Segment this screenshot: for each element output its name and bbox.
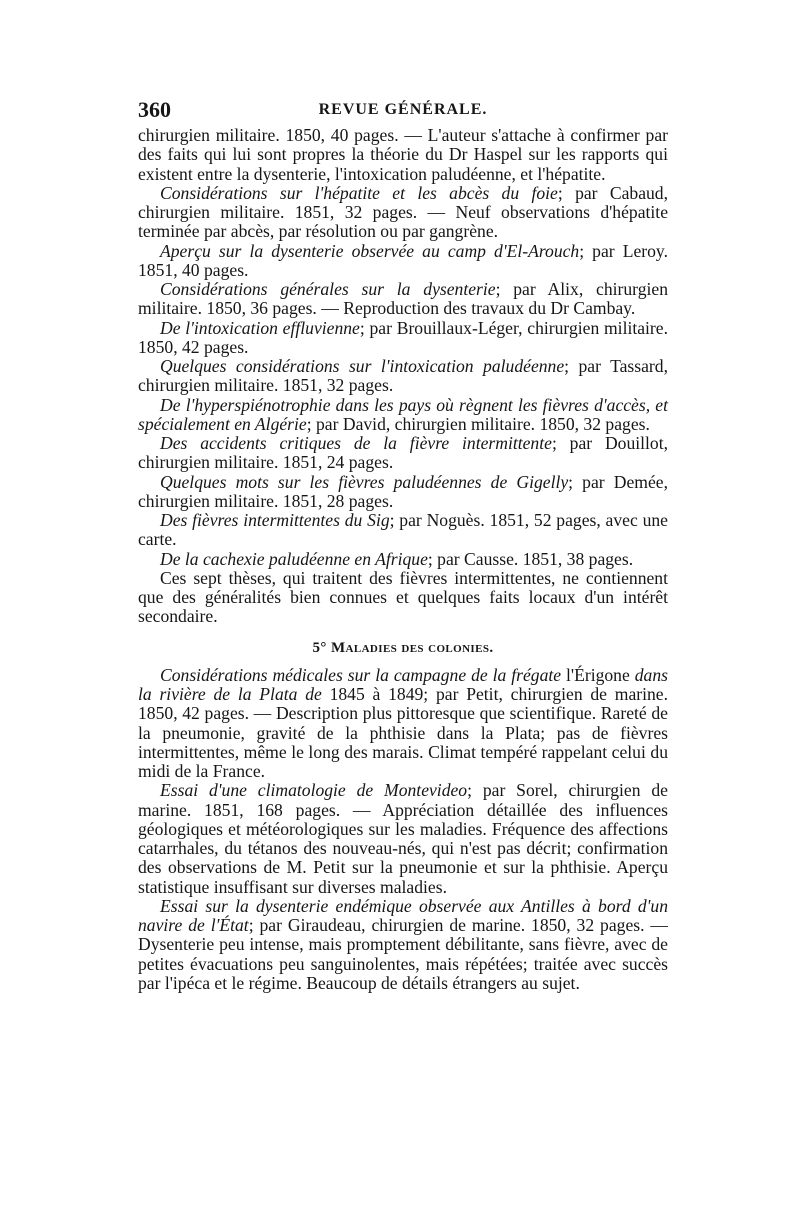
bibliography-entry: Quelques mots sur les fièvres paludéennes de Gigelly; par Demée, chirurgien militaire. 1851, 28 pages. <box>138 471 668 511</box>
bibliography-entry: Des fièvres intermittentes du Sig; par Noguès. 1851, 52 pages, avec une carte. <box>138 510 668 550</box>
work-title: De l'hyperspiénotrophie dans les pays où règnent les fièvres d'accès, et spécialement en Algérie <box>138 394 668 434</box>
bibliography-entry: Quelques considérations sur l'intoxication paludéenne; par Tassard, chirurgien militaire. 1851, 32 pages. <box>138 356 668 396</box>
work-title-continued: dans la rivière de la Plata de <box>138 664 668 704</box>
work-title: Quelques mots sur les fièvres paludéennes de Gigelly <box>160 471 569 492</box>
bibliography-entry: Essai d'une climatologie de Montevideo; par Sorel, chirurgien de marine. 1851, 168 pages. — Appréciation détaillée des influences géologiques et météorologiques sur les maladies. Fréquence des affections catarrhales, du tétanos des nouveau-nés, qui n'est pas décrit; confirmation des observations de M. Petit sur la pneumonie et sur la phthisie. Aperçu statistique insuffisant sur diverses maladies. <box>138 780 668 897</box>
work-title: Considérations sur l'hépatite et les abcès du foie <box>160 182 558 203</box>
bibliography-entry: chirurgien militaire. 1850, 40 pages. — L'auteur s'attache à confirmer par des faits qui lui sont propres la théorie du Dr Haspel sur les rapports qui existent entre la dysenterie, l'intoxication paludéenne, et l'hépatite. <box>138 125 668 184</box>
bibliography-entry: De l'intoxication effluvienne; par Brouillaux-Léger, chirurgien militaire. 1850, 42 pages. <box>138 317 668 357</box>
section-number: 5° <box>312 639 327 656</box>
section-heading <box>138 639 668 658</box>
work-title: Essai sur la dysenterie endémique observée aux Antilles à bord d'un navire de l'État <box>138 895 668 935</box>
bibliography-entry: De la cachexie paludéenne en Afrique; par Causse. 1851, 38 pages. <box>160 548 634 569</box>
work-title: Quelques considérations sur l'intoxication paludéenne <box>160 356 565 376</box>
work-title: De la cachexie paludéenne en Afrique <box>160 548 428 569</box>
page-number: 360 <box>138 97 171 122</box>
bibliography-entry: Aperçu sur la dysenterie observée au camp d'El-Arouch; par Leroy. 1851, 40 pages. <box>138 240 668 280</box>
page-header <box>138 97 668 127</box>
page-body <box>138 126 668 993</box>
bibliography-entry: Des accidents critiques de la fièvre intermittente; par Douillot, chirurgien militaire. 1851, 24 pages. <box>138 433 668 473</box>
bibliography-entry: Considérations médicales sur la campagne de la frégate l'Érigone dans la rivière de la Plata de 1845 à 1849; par Petit, chirurgien de marine. 1850, 42 pages. — Description plus pittoresque que scientifique. Rareté de la pneumonie, gravité de la phthisie dans la Plata; pas de fièvres intermittentes, même le long des marais. Climat tempéré rappelant celui du midi de la France. <box>138 664 669 781</box>
running-title: REVUE GÉNÉRALE. <box>318 101 488 118</box>
work-title: Considérations générales sur la dysenterie <box>160 279 496 299</box>
summary-paragraph: Ces sept thèses, qui traitent des fièvres intermittentes, ne contiennent que des généralités bien connues et quelques faits locaux d'un intérêt secondaire. <box>138 567 668 627</box>
section-title: Maladies des colonies. <box>330 639 494 656</box>
bibliography-entry: De l'hyperspiénotrophie dans les pays où règnent les fièvres d'accès, et spécialement en Algérie; par David, chirurgien militaire. 1850, 32 pages. <box>138 394 668 434</box>
work-title: Aperçu sur la dysenterie observée au camp d'El-Arouch <box>160 240 580 261</box>
work-title: De l'intoxication effluvienne <box>160 317 360 338</box>
work-title: Des accidents critiques de la fièvre intermittente <box>160 433 552 453</box>
work-title: Considérations médicales sur la campagne de la frégate <box>160 664 562 685</box>
work-title: Des fièvres intermittentes du Sig <box>160 510 390 530</box>
work-title: Essai d'une climatologie de Montevideo <box>160 780 468 801</box>
bibliography-entry: Considérations générales sur la dysenterie; par Alix, chirurgien militaire. 1850, 36 pages. — Reproduction des travaux du Dr Cambay. <box>138 279 668 319</box>
bibliography-entry: Essai sur la dysenterie endémique observée aux Antilles à bord d'un navire de l'État; par Giraudeau, chirurgien de marine. 1850, 32 pages. — Dysenterie peu intense, mais promptement débilitante, sans fièvre, avec de petites évacuations peu sanguinolentes, mais répétées; traitée avec succès par l'ipéca et le régime. Beaucoup de détails étrangers au sujet. <box>138 895 669 993</box>
bibliography-entry: Considérations sur l'hépatite et les abcès du foie; par Cabaud, chirurgien militaire. 1851, 32 pages. — Neuf observations d'hépatite terminée par abcès, par résolution ou par gangrène. <box>138 182 668 242</box>
